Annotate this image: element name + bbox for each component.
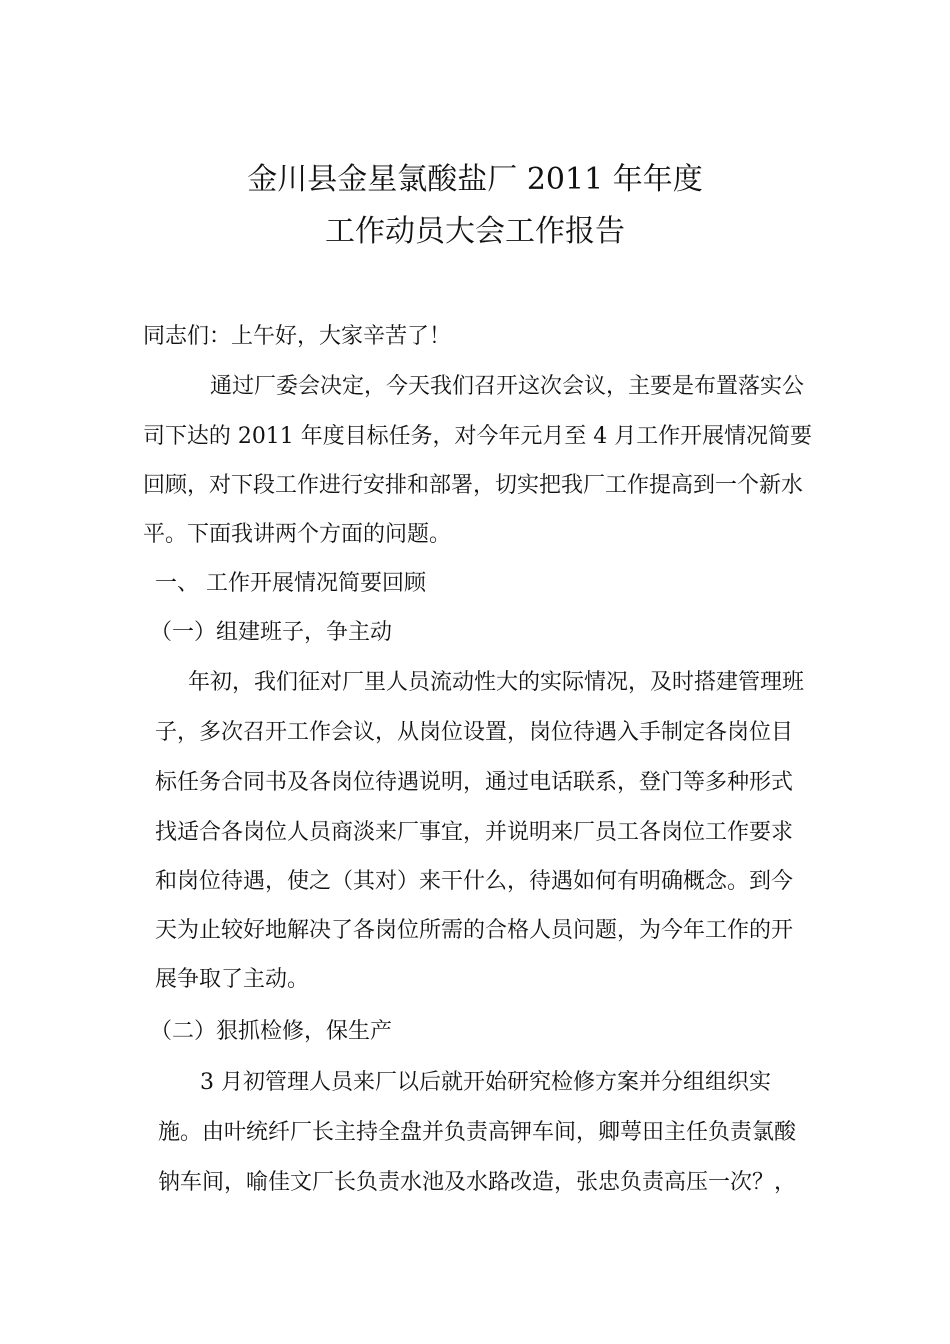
greeting: 同志们：上午好，大家辛苦了！ xyxy=(143,324,452,349)
body-line: 钠车间，喻佳文厂长负责水池及水路改造，张忠负责高压一次？， xyxy=(158,1170,797,1195)
body-line: 标任务合同书及各岗位待遇说明，通过电话联系，登门等多种形式 xyxy=(155,770,794,795)
subsection-heading: （一）组建班子，争主动 xyxy=(150,620,393,645)
document-title-line-2: 工作动员大会工作报告 xyxy=(325,214,625,249)
body-line: 天为止较好地解决了各岗位所需的合格人员问题，为今年工作的开 xyxy=(155,918,794,943)
intro-line: 司下达的 2011 年度目标任务，对今年元月至 4 月工作开展情况简要 xyxy=(143,424,812,449)
body-line: 施。由叶统纤厂长主持全盘并负责高钾车间，卿萼田主任负责氯酸 xyxy=(158,1120,797,1145)
intro-line: 回顾，对下段工作进行安排和部署，切实把我厂工作提高到一个新水 xyxy=(143,473,804,498)
body-line: 3 月初管理人员来厂以后就开始研究检修方案并分组组织实 xyxy=(200,1070,771,1095)
document-title-line-1: 金川县金星氯酸盐厂 2011 年年度 xyxy=(247,162,703,197)
intro-line: 平。下面我讲两个方面的问题。 xyxy=(143,522,452,547)
intro-line: 通过厂委会决定，今天我们召开这次会议，主要是布置落实公 xyxy=(210,374,805,399)
subsection-heading: （二）狠抓检修，保生产 xyxy=(150,1019,393,1044)
body-line: 展争取了主动。 xyxy=(155,967,310,992)
body-line: 子，多次召开工作会议，从岗位设置，岗位待遇入手制定各岗位目 xyxy=(155,720,794,745)
body-line: 和岗位待遇，使之（其对）来干什么，待遇如何有明确概念。到今 xyxy=(155,869,794,894)
body-line: 找适合各岗位人员商淡来厂事宜，并说明来厂员工各岗位工作要求 xyxy=(155,820,794,845)
body-line: 年初，我们征对厂里人员流动性大的实际情况，及时搭建管理班 xyxy=(188,670,805,695)
section-heading: 一、 工作开展情况简要回顾 xyxy=(155,571,426,596)
